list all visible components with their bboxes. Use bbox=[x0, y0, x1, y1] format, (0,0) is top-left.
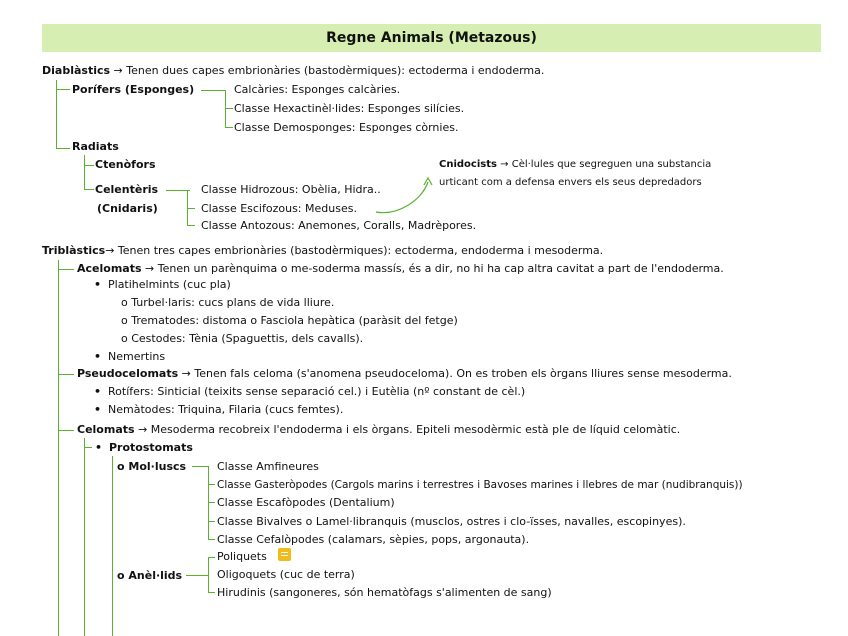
porifers-label: Porífers (Esponges) bbox=[72, 83, 195, 96]
platihelmints-sub: o Trematodes: distoma o Fasciola hepàtica (paràsit del fetge) bbox=[121, 314, 458, 327]
triblastics-line bbox=[42, 244, 603, 258]
anellids-item: Hirudinis (sangoneres, són hematòfags s'alimenten de sang) bbox=[217, 586, 552, 599]
connector bbox=[201, 90, 225, 91]
connector bbox=[84, 155, 85, 190]
cnidocists-line1: → Cèl·lules que segreguen una substancia bbox=[500, 159, 712, 170]
protostomats-label: • Protostomats bbox=[109, 441, 193, 455]
celenteris-item: Classe Antozous: Anemones, Coralls, Madrèpores. bbox=[201, 219, 477, 232]
connector bbox=[208, 466, 209, 540]
molluscs-item: Classe Gasteròpodes (Cargols marins i terrestres i Bavoses marines i llebres de mar (nudibranquis)) bbox=[217, 479, 743, 491]
pseudocelomats-line bbox=[77, 367, 732, 381]
platihelmints-item: • Platihelmints (cuc pla) bbox=[108, 278, 231, 292]
connector bbox=[58, 374, 74, 375]
porifers-item: Calcàries: Esponges calcàries. bbox=[234, 83, 401, 96]
acelomats-line bbox=[77, 262, 724, 276]
connector bbox=[208, 557, 215, 558]
acelomats-label: Acelomats bbox=[77, 262, 142, 275]
connector bbox=[208, 592, 215, 593]
connector bbox=[225, 108, 233, 109]
connector bbox=[112, 456, 113, 636]
connector bbox=[208, 502, 215, 503]
triblastics-desc: → Tenen tres capes embrionàries (bastodèrmiques): ectoderma, endoderma i mesoderma. bbox=[105, 244, 604, 257]
connector bbox=[84, 165, 94, 166]
celenteris-label: Celentèris bbox=[95, 183, 159, 196]
pseudocelomats-desc: → Tenen fals celoma (s'anomena pseudoceloma). On es troben els òrgans lliures sense mesoderma. bbox=[181, 367, 732, 380]
cnidocists-line2: urticant com a defensa envers els seus depredadors bbox=[439, 177, 702, 188]
connector bbox=[208, 484, 215, 485]
porifers-item: Classe Demosponges: Esponges còrnies. bbox=[234, 121, 459, 134]
connector bbox=[58, 269, 74, 270]
diblastics-line bbox=[42, 64, 544, 78]
callout-arrow bbox=[370, 170, 440, 220]
platihelmints-sub: o Turbel·laris: cucs plans de vida lliure. bbox=[121, 296, 335, 309]
comment-note-icon[interactable] bbox=[278, 548, 291, 561]
cnidaris-label: (Cnidaris) bbox=[97, 202, 158, 215]
porifers-item: Classe Hexactinèl·lides: Esponges silícies. bbox=[234, 102, 465, 115]
platihelmints-sub: o Cestodes: Tènia (Spaguettis, dels cavalls). bbox=[121, 332, 364, 345]
page-title: Regne Animals (Metazous) bbox=[326, 30, 537, 46]
connector bbox=[208, 539, 215, 540]
celenteris-item: Classe Escifozous: Meduses. bbox=[201, 202, 357, 215]
molluscs-label: o Mol·luscs bbox=[117, 460, 187, 473]
connector bbox=[84, 438, 85, 636]
connector bbox=[84, 447, 92, 448]
anellids-label: o Anèl·lids bbox=[117, 569, 183, 582]
connector bbox=[56, 89, 70, 90]
title-banner bbox=[42, 24, 821, 52]
pseudocelomats-item: • Nemàtodes: Triquina, Filaria (cucs femtes). bbox=[108, 403, 343, 417]
molluscs-item: Classe Amfineures bbox=[217, 460, 319, 473]
celenteris-item: Classe Hidrozous: Obèlia, Hidra.. bbox=[201, 183, 381, 196]
cnidocists-head: Cnidocists bbox=[439, 159, 497, 170]
connector bbox=[187, 225, 195, 226]
anellids-item: Oligoquets (cuc de terra) bbox=[217, 568, 355, 581]
cnidocists-note bbox=[439, 158, 711, 172]
connector bbox=[84, 189, 94, 190]
connector bbox=[56, 148, 70, 149]
anellids-item: Poliquets bbox=[217, 550, 267, 563]
connector bbox=[225, 127, 233, 128]
molluscs-item: Classe Cefalòpodes (calamars, sèpies, pops, argonauta). bbox=[217, 533, 530, 546]
connector bbox=[56, 80, 57, 149]
nemertins-item: • Nemertins bbox=[108, 350, 165, 364]
radiats-label: Radiats bbox=[72, 140, 119, 153]
connector bbox=[208, 521, 215, 522]
molluscs-item: Classe Escafòpodes (Dentalium) bbox=[217, 496, 395, 509]
connector bbox=[186, 575, 208, 576]
pseudocelomats-label: Pseudocelomats bbox=[77, 367, 179, 380]
connector bbox=[187, 208, 195, 209]
pseudocelomats-item: • Rotífers: Sinticial (teixits sense separació cel.) i Eutèlia (nº constant de cèl.) bbox=[108, 385, 525, 399]
triblastics-head: Triblàstics bbox=[42, 244, 106, 257]
celomats-desc: → Mesoderma recobreix l'endoderma i els òrgans. Epiteli mesodèrmic està ple de líquid celomàtic. bbox=[138, 423, 681, 436]
acelomats-desc: → Tenen un parènquima o me-soderma massís, és a dir, no hi ha cap altra cavitat a part de l'endoderma. bbox=[145, 262, 724, 275]
diblastics-desc: → Tenen dues capes embrionàries (bastodèrmiques): ectoderma i endoderma. bbox=[113, 64, 545, 77]
diblastics-head: Diablàstics bbox=[42, 64, 111, 77]
celomats-label: Celomats bbox=[77, 423, 135, 436]
connector bbox=[58, 260, 59, 636]
connector bbox=[58, 430, 74, 431]
ctenofors-label: Ctenòfors bbox=[95, 158, 156, 171]
celomats-line bbox=[77, 423, 680, 437]
connector bbox=[192, 466, 208, 467]
molluscs-item: Classe Bivalves o Lamel·libranquis (musclos, ostres i clo-ïsses, navalles, escopinyes). bbox=[217, 515, 686, 528]
connector bbox=[208, 557, 209, 593]
